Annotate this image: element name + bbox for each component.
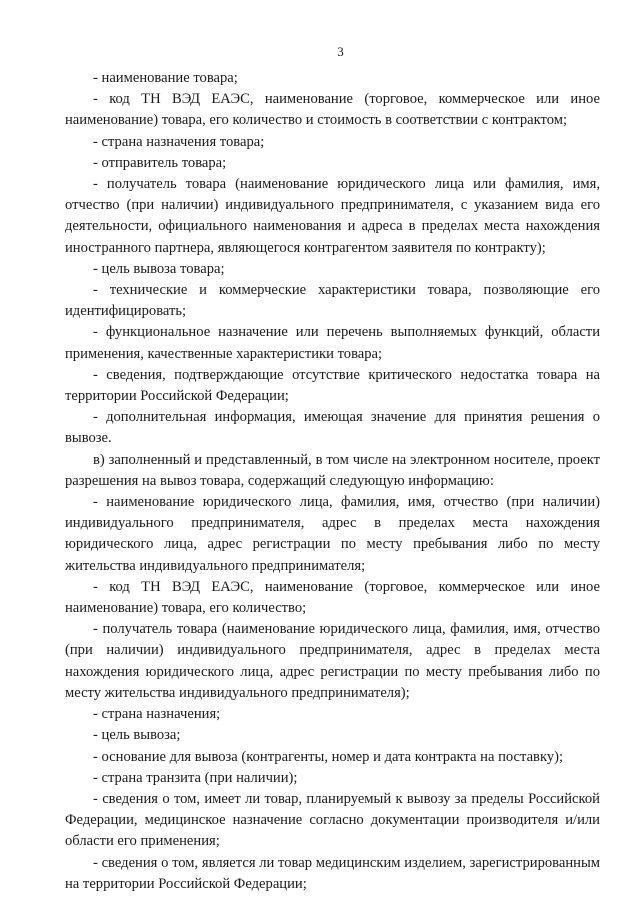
paragraph: - страна транзита (при наличии); <box>93 769 298 786</box>
paragraph: - цель вывоза товара; <box>93 260 225 277</box>
paragraph: - наименование товара; <box>93 70 238 86</box>
paragraph: - технические и коммерческие характеристики товара, позволяющие его идентифицировать; <box>65 282 600 320</box>
paragraph: - получатель товара (наименование юридического лица или фамилия, имя, отчество (при наличии) индивидуального предпринимателя, с указанием вида его деятельности, официального наименования и адреса в пределах места нахождения иностранного партнера, являющегося контрагентом заявителя по контракту); <box>65 176 600 256</box>
document-body <box>65 68 600 895</box>
paragraph: - функциональное назначение или перечень выполняемых функций, области применения, качественные характеристики товара; <box>65 324 600 362</box>
paragraph: - сведения о том, является ли товар медицинским изделием, зарегистрированным на территории Российской Федерации; <box>65 854 600 892</box>
paragraph: - цель вывоза; <box>93 727 181 744</box>
page-number: 3 <box>337 44 344 59</box>
paragraph: - страна назначения; <box>93 706 221 723</box>
paragraph: - сведения, подтверждающие отсутствие критического недостатка товара на территории Российской Федерации; <box>65 366 600 405</box>
paragraph: - дополнительная информация, имеющая значение для принятия решения о вывозе. <box>65 409 600 447</box>
paragraph: - получатель товара (наименование юридического лица, фамилия, имя, отчество (при наличии) индивидуального предпринимателя, адрес в пределах места нахождения юридического лица, адрес регистрации по месту пребывания либо по месту жительства индивидуального предпринимателя); <box>65 621 600 701</box>
paragraph: - страна назначения товара; <box>93 133 265 150</box>
paragraph: - код ТН ВЭД ЕАЭС, наименование (торговое, коммерческое или иное наименование) товара, его количество и стоимость в соответствии с контрактом; <box>65 91 600 129</box>
paragraph: - сведения о том, имеет ли товар, планируемый к вывозу за пределы Российской Федерации, медицинское назначение согласно документации производителя и/или области его применения; <box>65 790 600 850</box>
paragraph: - отправитель товара; <box>93 154 227 171</box>
paragraph: - основание для вывоза (контрагенты, номер и дата контракта на поставку); <box>93 748 564 765</box>
paragraph: - наименование юридического лица, фамилия, имя, отчество (при наличии) индивидуального предпринимателя, адрес в пределах места нахождения юридического лица, адрес регистрации по месту пребывания либо по месту жительства индивидуального предпринимателя; <box>65 494 600 574</box>
paragraph: в) заполненный и представленный, в том числе на электронном носителе, проект разрешения на вывоз товара, содержащий следующую информацию: <box>65 451 600 489</box>
paragraph: - код ТН ВЭД ЕАЭС, наименование (торговое, коммерческое или иное наименование) товара, его количество; <box>65 578 600 617</box>
